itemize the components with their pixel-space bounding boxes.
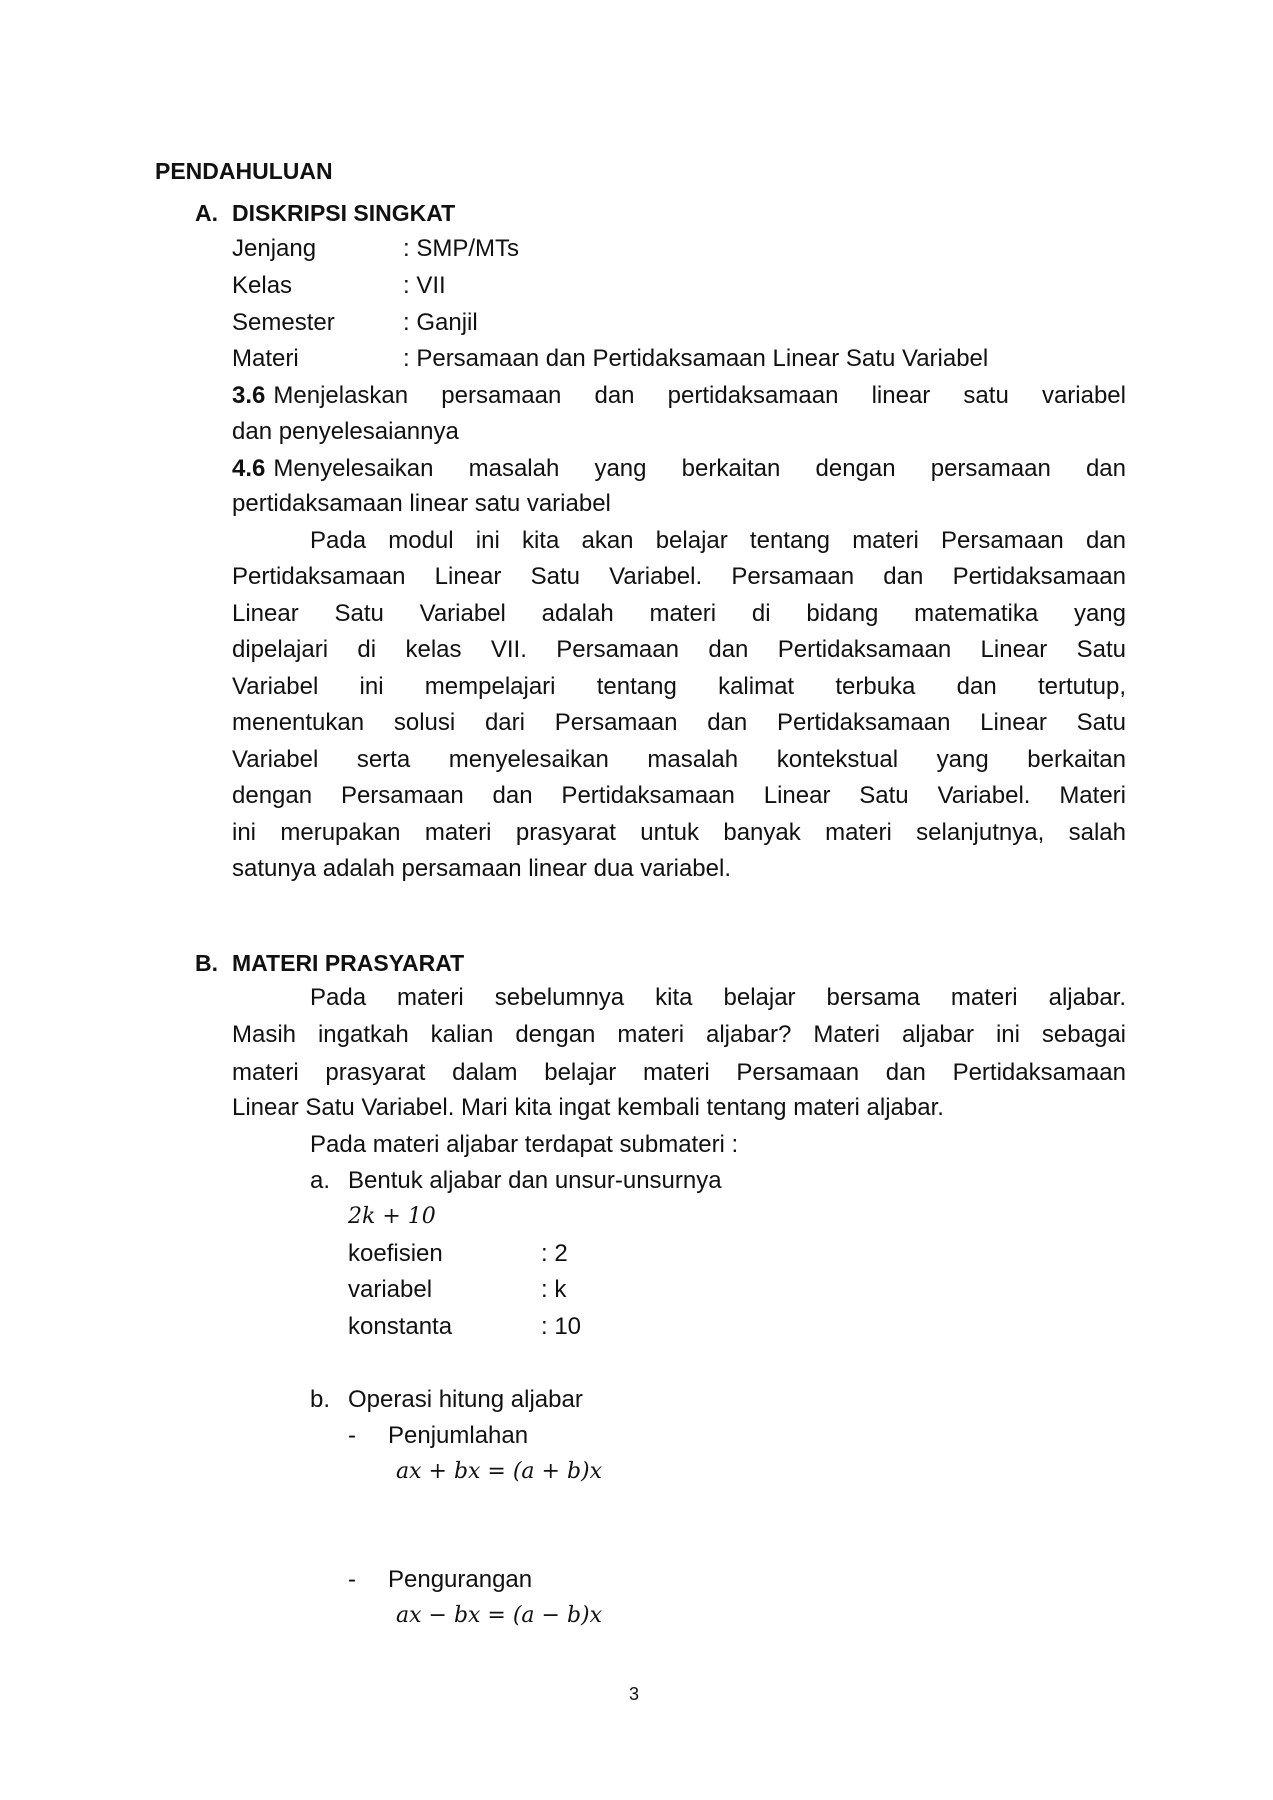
paragraph-line: Masih ingatkah kalian dengan materi aljabar? Materi aljabar ini sebagai xyxy=(232,1021,1126,1048)
formula: ax + bx = (a + b)x xyxy=(396,1459,603,1484)
section-b-marker: B. xyxy=(195,950,218,976)
part-label: variabel xyxy=(348,1276,433,1303)
kd-number: 3.6 xyxy=(232,382,266,409)
submateri-intro: Pada materi aljabar terdapat submateri : xyxy=(310,1131,739,1158)
paragraph-line: dengan Persamaan dan Pertidaksamaan Linear Satu Variabel. Materi xyxy=(232,782,1126,809)
kd-text: pertidaksamaan linear satu variabel xyxy=(232,490,611,517)
page-number: 3 xyxy=(628,1684,639,1704)
part-value: : k xyxy=(541,1276,567,1303)
operation-name: Pengurangan xyxy=(388,1566,533,1593)
field-value: : Ganjil xyxy=(403,309,478,336)
operation-name: Penjumlahan xyxy=(388,1422,529,1449)
paragraph-line: Pertidaksamaan Linear Satu Variabel. Persamaan dan Pertidaksamaan xyxy=(232,563,1126,590)
item-a-marker: a. xyxy=(310,1167,331,1194)
paragraph-line: satunya adalah persamaan linear dua variabel. xyxy=(232,855,731,882)
paragraph-line: dipelajari di kelas VII. Persamaan dan Pertidaksamaan Linear Satu xyxy=(232,636,1126,663)
field-value: : SMP/MTs xyxy=(403,235,520,262)
paragraph-line: Pada materi sebelumnya kita belajar bersama materi aljabar. xyxy=(310,984,1126,1011)
part-value: : 2 xyxy=(541,1240,568,1267)
algebra-expression: 2k + 10 xyxy=(348,1204,436,1229)
part-label: koefisien xyxy=(348,1240,443,1267)
section-a-title: DISKRIPSI SINGKAT xyxy=(232,200,456,226)
kd-number: 4.6 xyxy=(232,455,266,482)
paragraph-line: materi prasyarat dalam belajar materi Persamaan dan Pertidaksamaan xyxy=(232,1059,1126,1086)
item-a-title: Bentuk aljabar dan unsur-unsurnya xyxy=(348,1167,722,1194)
paragraph-line: ini merupakan materi prasyarat untuk banyak materi selanjutnya, salah xyxy=(232,819,1126,846)
paragraph-line: Variabel serta menyelesaikan masalah kontekstual yang berkaitan xyxy=(232,746,1126,773)
paragraph-line: Pada modul ini kita akan belajar tentang materi Persamaan dan xyxy=(310,527,1126,554)
item-b-marker: b. xyxy=(310,1386,331,1413)
paragraph-line: Variabel ini mempelajari tentang kalimat terbuka dan tertutup, xyxy=(232,673,1126,700)
paragraph-line: menentukan solusi dari Persamaan dan Pertidaksamaan Linear Satu xyxy=(232,709,1126,736)
heading: PENDAHULUAN xyxy=(155,158,333,184)
field-value: : Persamaan dan Pertidaksamaan Linear Satu Variabel xyxy=(403,345,989,372)
list-dash: - xyxy=(348,1566,356,1593)
part-value: : 10 xyxy=(541,1313,582,1340)
field-label: Jenjang xyxy=(232,235,317,262)
section-a-marker: A. xyxy=(195,200,218,226)
kd-text: dan penyelesaiannya xyxy=(232,418,459,445)
list-dash: - xyxy=(348,1422,356,1449)
field-label: Kelas xyxy=(232,272,293,299)
part-label: konstanta xyxy=(348,1313,453,1340)
kd-4-6 xyxy=(232,451,1126,487)
paragraph-line: Linear Satu Variabel adalah materi di bidang matematika yang xyxy=(232,600,1126,627)
kd-3-6 xyxy=(232,378,1126,414)
kd-text: Menyelesaikan masalah yang berkaitan dengan persamaan dan xyxy=(273,455,1126,482)
field-value: : VII xyxy=(403,272,446,299)
paragraph-line: Linear Satu Variabel. Mari kita ingat kembali tentang materi aljabar. xyxy=(232,1094,944,1121)
kd-text: Menjelaskan persamaan dan pertidaksamaan linear satu variabel xyxy=(273,382,1126,409)
field-label: Semester xyxy=(232,309,335,336)
section-b-title: MATERI PRASYARAT xyxy=(232,950,465,976)
field-label: Materi xyxy=(232,345,299,372)
item-b-title: Operasi hitung aljabar xyxy=(348,1386,583,1413)
formula: ax − bx = (a − b)x xyxy=(396,1603,603,1628)
